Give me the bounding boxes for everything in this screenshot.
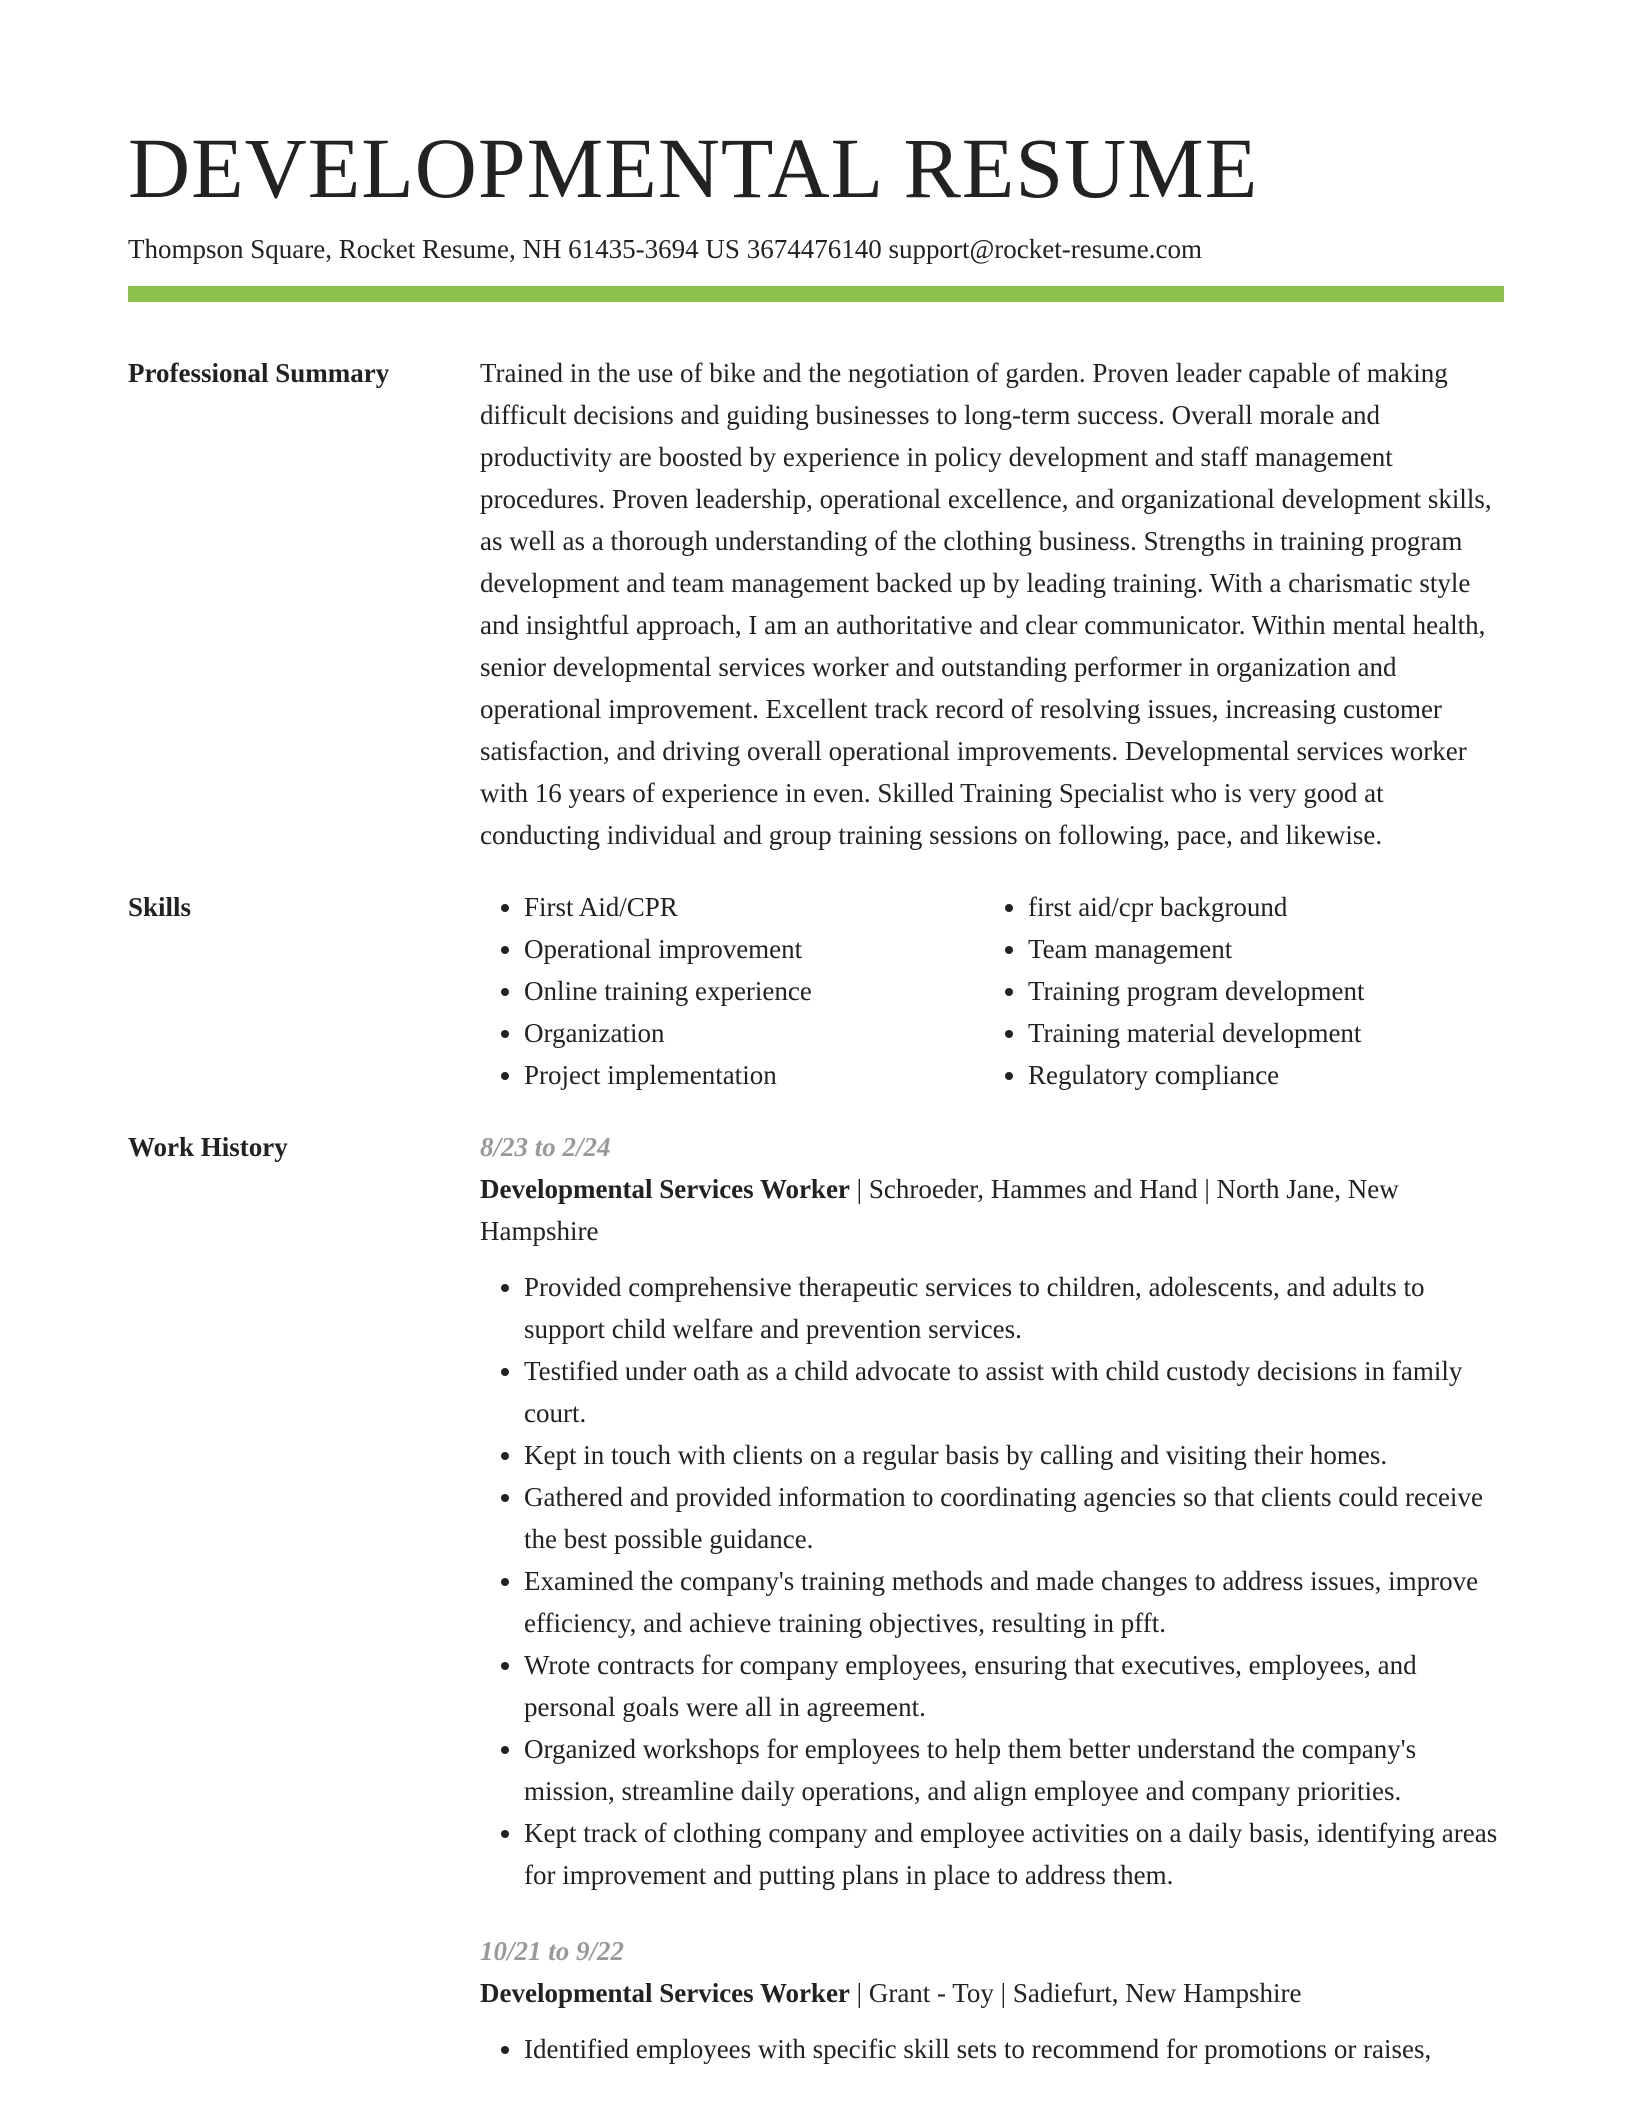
job-title: Developmental Services Worker bbox=[480, 1174, 850, 1204]
skills-grid bbox=[480, 886, 1504, 1096]
skills-left-column bbox=[480, 886, 984, 1096]
job-bullet: • Wrote contracts for company employees, ensuring that executives, employees, and personal goals were all in agreement. bbox=[524, 1644, 1504, 1728]
job-bullet: • Identified employees with specific skill sets to recommend for promotions or raises, bbox=[524, 2028, 1504, 2070]
skills-section bbox=[128, 886, 1504, 1096]
job-dates: 10/21 to 9/22 bbox=[480, 1936, 625, 1966]
resume-title: DEVELOPMENTAL RESUME bbox=[128, 120, 1259, 216]
accent-divider bbox=[128, 286, 1504, 302]
job-title: Developmental Services Worker bbox=[480, 1978, 850, 2008]
job-details: | Schroeder, Hammes and Hand | North Jane, New Hampshire bbox=[480, 1174, 1399, 1246]
work-history-heading: Work History bbox=[128, 1132, 288, 1162]
job-header bbox=[480, 1168, 1504, 1252]
job-bullet: • Kept in touch with clients on a regular basis by calling and visiting their homes. bbox=[524, 1434, 1504, 1476]
skill-item: • Organization bbox=[524, 1012, 984, 1054]
skill-item: • Operational improvement bbox=[524, 928, 984, 970]
work-history-section bbox=[128, 1126, 1504, 2104]
skill-item: • Project implementation bbox=[524, 1054, 984, 1096]
skill-item: • Team management bbox=[1028, 928, 1488, 970]
skills-right-column bbox=[984, 886, 1488, 1096]
summary-text: Trained in the use of bike and the negotiation of garden. Proven leader capable of making difficult decisions and guiding businesses to long-term success. Overall morale and productivity are boosted by experience in policy development and staff management procedures. Proven leadership, operational excellence, and organizational development skills, as well as a thorough understanding of the clothing business. Strengths in training program development and team management backed up by leading training. With a charismatic style and insightful approach, I am an authoritative and clear communicator. Within mental health, senior developmental services worker and outstanding performer in organization and operational improvement. Excellent track record of resolving issues, increasing customer satisfaction, and driving overall operational improvements. Developmental services worker with 16 years of experience in even. Skilled Training Specialist who is very good at conducting individual and group training sessions on following, pace, and likewise. bbox=[480, 358, 1492, 850]
job-bullet: • Testified under oath as a child advocate to assist with child custody decisions in family court. bbox=[524, 1350, 1504, 1434]
skill-item: • Training material development bbox=[1028, 1012, 1488, 1054]
job-dates: 8/23 to 2/24 bbox=[480, 1132, 611, 1162]
job-bullet: • Examined the company's training methods and made changes to address issues, improve efficiency, and achieve training objectives, resulting in pfft. bbox=[524, 1560, 1504, 1644]
summary-section bbox=[128, 352, 1504, 856]
skills-heading: Skills bbox=[128, 892, 192, 922]
contact-line: Thompson Square, Rocket Resume, NH 61435-3694 US 3674476140 support@rocket-resume.com bbox=[128, 234, 1202, 264]
skill-item: • Regulatory compliance bbox=[1028, 1054, 1488, 1096]
job-bullet: • Provided comprehensive therapeutic services to children, adolescents, and adults to support child welfare and prevention services. bbox=[524, 1266, 1504, 1350]
summary-heading: Professional Summary bbox=[128, 358, 390, 388]
job-bullets bbox=[480, 2028, 1504, 2070]
job-details: | Grant - Toy | Sadiefurt, New Hampshire bbox=[849, 1978, 1302, 2008]
skill-item: • Training program development bbox=[1028, 970, 1488, 1012]
job-bullet: • Gathered and provided information to coordinating agencies so that clients could receive the best possible guidance. bbox=[524, 1476, 1504, 1560]
job-entry bbox=[480, 1126, 1504, 1896]
job-header bbox=[480, 1972, 1504, 2014]
skill-item: • Online training experience bbox=[524, 970, 984, 1012]
job-entry bbox=[480, 1930, 1504, 2070]
skill-item: • First Aid/CPR bbox=[524, 886, 984, 928]
skill-item: • first aid/cpr background bbox=[1028, 886, 1488, 928]
job-bullet: • Kept track of clothing company and employee activities on a daily basis, identifying areas for improvement and putting plans in place to address them. bbox=[524, 1812, 1504, 1896]
job-bullet: • Organized workshops for employees to help them better understand the company's mission, streamline daily operations, and align employee and company priorities. bbox=[524, 1728, 1504, 1812]
job-bullets bbox=[480, 1266, 1504, 1896]
